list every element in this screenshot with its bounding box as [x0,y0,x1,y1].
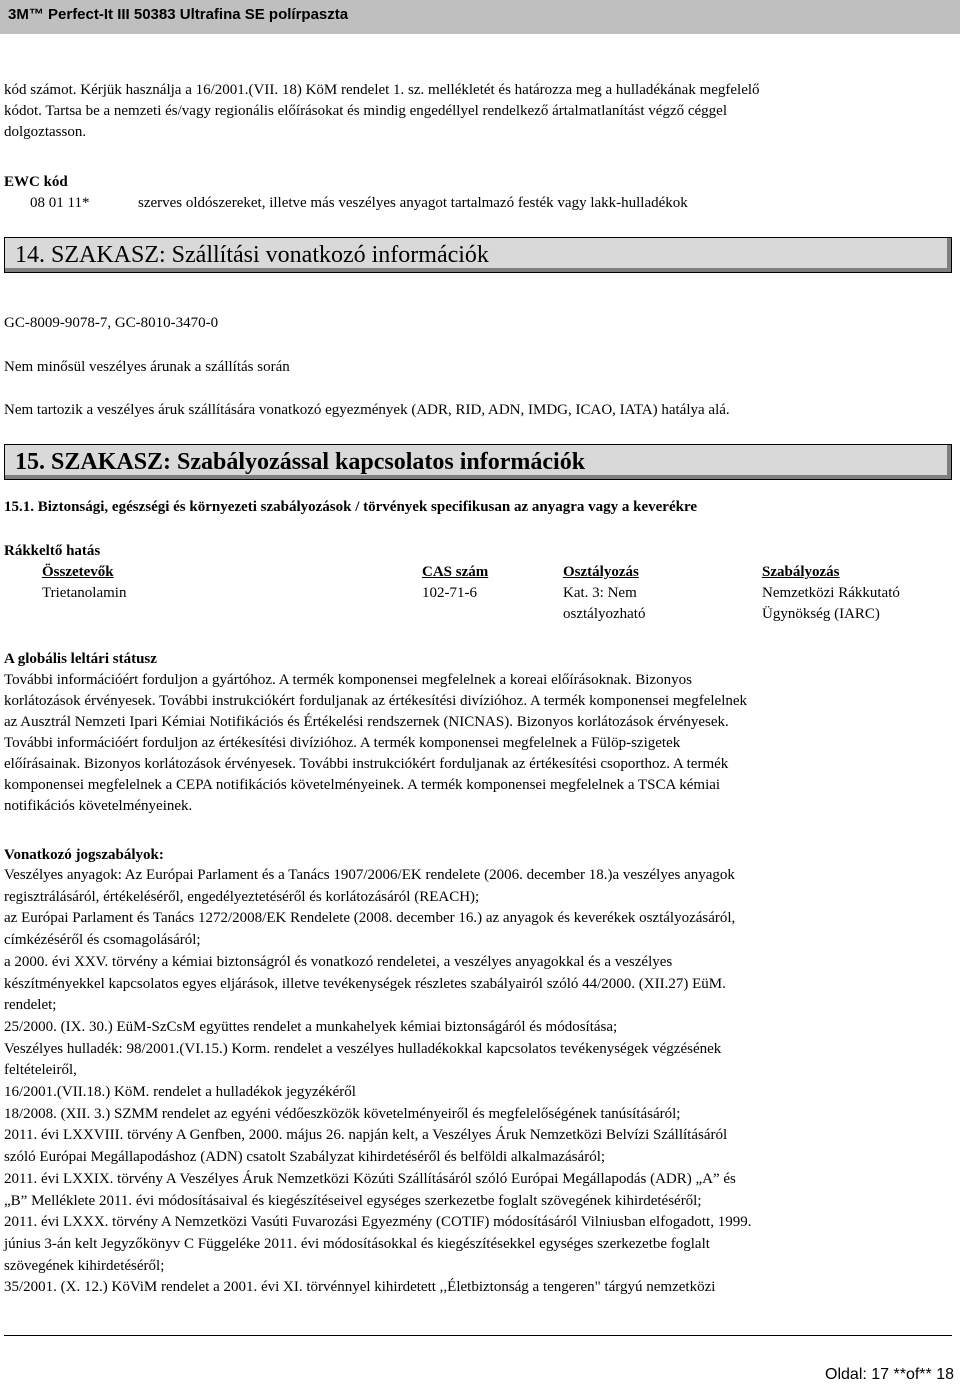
text-line: „B” Melléklete 2011. évi módosításaival és kiegészítéseivel egységes szerkezetbe foglalt szövegének kihirdetéséről; [4,1192,702,1209]
section-15-title: 15. SZAKASZ: Szabályozással kapcsolatos információk [15,449,586,475]
document-title: 3M™ Perfect-It III 50383 Ultrafina SE polírpaszta [8,6,349,23]
text-line: szóló Európai Megállapodáshoz (ADN) csatolt Szabályzat kihirdetéséről és belföldi alkalmazásáról; [4,1149,606,1166]
table-cell-reg-2: Ügynökség (IARC) [762,606,880,622]
text-line: június 3-án kelt Jegyzőkönyv C Függeléke 2011. évi módosításokkal és kiegészítésekkel egységes szerkezetbe foglalt [4,1235,710,1252]
table-header-cas: CAS szám [422,564,489,580]
text-line: feltételeiről, [4,1062,77,1079]
text-line: kódot. Tartsa be a nemzeti és/vagy regionális előírásokat és mindig engedéllyel rendelkező ártalmatlanítást végző céggel [4,103,727,119]
text-line: az Európai Parlament és Tanács 1272/2008/EK Rendelete (2008. december 16.) az anyagok és keverékek osztályozásáról, [4,910,736,927]
text-line: 2011. évi LXXVIII. törvény A Genfben, 2000. május 26. napján kelt, a Veszélyes Áruk Nemzetközi Belvízi Szállításáról [4,1127,728,1144]
text-line: 35/2001. (X. 12.) KöViM rendelet a 2001. évi XI. törvénnyel kihirdetett ,,Életbiztonság a tengeren" tárgyú nemzetközi [4,1279,716,1296]
text-line: További információért forduljon a gyártóhoz. A termék komponensei megfelelnek a koreai előírásoknak. Bizonyos [4,672,692,688]
text-line: a 2000. évi XXV. törvény a kémiai biztonságról és vonatkozó rendeletei, a veszélyes anyagokkal és a veszélyes [4,953,673,970]
transport-line-2: Nem tartozik a veszélyes áruk szállítására vonatkozó egyezmények (ADR, RID, ADN, IMDG, ICAO, IATA) hatálya alá. [4,402,730,418]
text-line: regisztrálásáról, értékeléséről, engedélyeztetéséről és korlátozásáról (REACH); [4,888,480,905]
text-line: komponensei megfelelnek a CEPA notifikációs követelményeinek. A termék komponensei megfelelnek a TSCA kémiai [4,777,721,793]
text-line: dolgoztasson. [4,124,87,140]
text-line: 18/2008. (XII. 3.) SZMM rendelet az egyéni védőeszközök követelményeiről és megfelelőségének tanúsításáról; [4,1105,681,1122]
text-line: 16/2001.(VII.18.) KöM. rendelet a hulladékok jegyzékéről [4,1084,356,1101]
text-line: az Ausztrál Nemzeti Ipari Kémiai Notifikációs és Értékelési rendszernek (NICNAS). Bizonyos korlátozások érvényesek. [4,714,729,730]
table-header-regulation: Szabályozás [762,564,840,580]
global-inventory-title: A globális leltári státusz [4,651,157,667]
section-14-header [4,237,952,273]
table-cell-class-1: Kat. 3: Nem [563,585,637,601]
text-line: előírásainak. Bizonyos korlátozások érvényesek. További instrukciókért forduljanak az értékesítési csoporthoz. A termék [4,756,729,772]
transport-line-1: Nem minősül veszélyes árunak a szállítás során [4,359,290,375]
section-15-header [4,444,952,480]
document-header [0,0,960,34]
laws-text [4,865,954,1299]
section-14-title: 14. SZAKASZ: Szállítási vonatkozó információk [15,242,489,268]
text-line: rendelet; [4,997,57,1014]
ewc-label: EWC kód [4,174,68,190]
text-line: 2011. évi LXXIX. törvény A Veszélyes Áruk Nemzetközi Közúti Szállításáról szóló Európai Megállapodás (ADR) „A” és [4,1170,736,1187]
text-line: További információért forduljon az értékesítési divízióhoz. A termék komponensei megfelelnek a Fülöp-szigetek [4,735,681,751]
table-cell-component: Trietanolamin [42,585,127,601]
product-codes: GC-8009-9078-7, GC-8010-3470-0 [4,315,219,331]
global-inventory-text [4,670,954,817]
text-line: szövegének kihirdetéséről; [4,1257,165,1274]
text-line: címkézéséről és csomagolásáról; [4,932,201,949]
table-cell-cas: 102-71-6 [422,585,477,601]
text-line: 2011. évi LXXX. törvény A Nemzetközi Vasúti Fuvarozási Egyezmény (COTIF) módosításáról Vilniusban elfogadott, 1999. [4,1214,752,1231]
carcinogenicity-label: Rákkeltő hatás [4,543,101,559]
laws-title: Vonatkozó jogszabályok: [4,847,164,863]
text-line: notifikációs követelményeinek. [4,798,193,814]
text-line: Veszélyes anyagok: Az Európai Parlament és a Tanács 1907/2006/EK rendelete (2006. december 18.)a veszélyes anyagok [4,867,735,883]
ewc-code: 08 01 11* [30,195,90,211]
table-header-component: Összetevők [42,564,114,580]
section-15-1-title: 15.1. Biztonsági, egészségi és környezeti szabályozások / törvények specifikusan az anyagra vagy a keverékre [4,499,697,515]
ewc-description: szerves oldószereket, illetve más veszélyes anyagot tartalmazó festék vagy lakk-hulladékok [138,195,688,211]
text-line: kód számot. Kérjük használja a 16/2001.(VII. 18) KöM rendelet 1. sz. mellékletét és határozza meg a hulladékának megfelelő [4,82,760,98]
text-line: készítményekkel kapcsolatos egyes eljárások, illetve tevékenységek részletes szabályairól szóló 44/2000. (XII.27) EüM. [4,975,726,992]
page-number: Oldal: 17 **of** 18 [825,1366,954,1383]
text-line: 25/2000. (IX. 30.) EüM-SzCsM együttes rendelet a munkahelyek kémiai biztonságáról és módosítása; [4,1018,618,1035]
footer-rule [4,1335,952,1336]
table-cell-reg-1: Nemzetközi Rákkutató [762,585,900,601]
table-header-classification: Osztályozás [563,564,639,580]
table-cell-class-2: osztályozható [563,606,646,622]
text-line: korlátozások érvényesek. További instrukciókért forduljanak az értékesítési divízióhoz. A termék komponensei megfelelnek [4,693,748,709]
disposal-paragraph [4,80,954,143]
text-line: Veszélyes hulladék: 98/2001.(VI.15.) Korm. rendelet a veszélyes hulladékokkal kapcsolatos tevékenységek végzésének [4,1040,722,1057]
